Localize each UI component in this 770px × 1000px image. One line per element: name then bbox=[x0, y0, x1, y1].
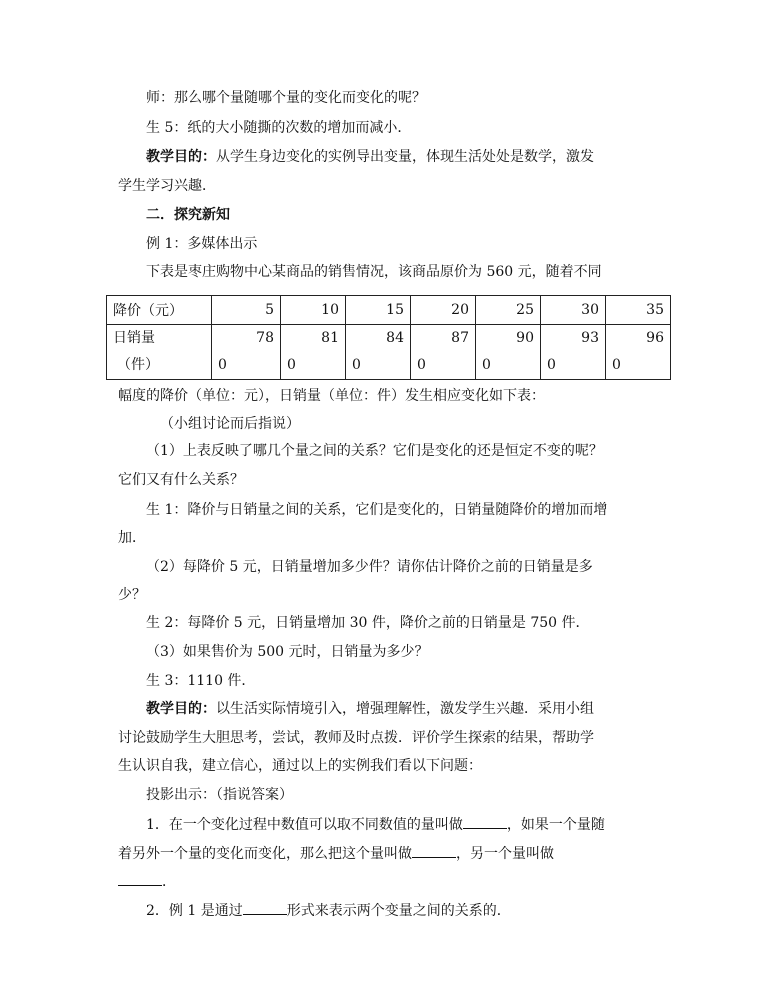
text-span: 着另外一个量的变化而变化，那么把这个量叫做 bbox=[118, 846, 412, 862]
cell-line: 81 bbox=[321, 330, 339, 346]
table-cell: 降价（元） bbox=[107, 296, 212, 325]
text-line bbox=[118, 843, 554, 864]
table-cell bbox=[107, 325, 212, 380]
text-line: 生 3：1110 件． bbox=[146, 673, 256, 689]
text-line: 少？ bbox=[118, 587, 146, 603]
text-line: 讨论鼓励学生大胆思考，尝试，教师及时点拨．评价学生探索的结果，帮助学 bbox=[118, 730, 594, 746]
text-line: 加． bbox=[118, 530, 146, 546]
text-line: 生 2：每降价 5 元，日销量增加 30 件，降价之前的日销量是 750 件． bbox=[146, 615, 590, 631]
table-cell: 5 bbox=[212, 296, 281, 325]
table-cell bbox=[541, 325, 606, 380]
sales-table bbox=[106, 295, 671, 380]
text-span: 形式来表示两个变量之间的关系的． bbox=[286, 903, 511, 919]
text-line: 幅度的降价（单位：元），日销量（单位：件）发生相应变化如下表： bbox=[118, 388, 545, 404]
text-line: 例 1：多媒体出示 bbox=[146, 236, 258, 252]
cell-line: 0 bbox=[547, 357, 556, 373]
cell-line: 0 bbox=[218, 357, 227, 373]
table-cell: 15 bbox=[346, 296, 411, 325]
table-cell: 30 bbox=[541, 296, 606, 325]
table-cell bbox=[281, 325, 346, 380]
cell-line: 0 bbox=[352, 357, 361, 373]
cell-line: 90 bbox=[516, 330, 534, 346]
text-span: 以生活实际情境引入，增强理解性，激发学生兴趣．采用小组 bbox=[216, 701, 594, 717]
cell-line: 78 bbox=[256, 330, 274, 346]
text-line: 师：那么哪个量随哪个量的变化而变化的呢？ bbox=[146, 90, 426, 106]
text-line: 下表是枣庄购物中心某商品的销售情况，该商品原价为 560 元，随着不同 bbox=[146, 264, 602, 280]
table-cell bbox=[346, 325, 411, 380]
text-line: （2）每降价 5 元，日销量增加多少件？请你估计降价之前的日销量是多 bbox=[146, 559, 593, 575]
text-span: 2．例 1 是通过 bbox=[146, 903, 243, 919]
cell-line: 0 bbox=[417, 357, 426, 373]
table-cell: 35 bbox=[606, 296, 671, 325]
text-line: 生 5：纸的大小随撕的次数的增加而减小． bbox=[146, 120, 412, 136]
text-line bbox=[118, 871, 176, 892]
text-span: 1．在一个变化过程中数值可以取不同数值的量叫做 bbox=[146, 817, 463, 833]
text-span: 从学生身边变化的实例导出变量，体现生活处处是数学，激发 bbox=[216, 149, 594, 165]
fill-blank bbox=[243, 900, 287, 915]
text-line: 生 1：降价与日销量之间的关系，它们是变化的，日销量随降价的增加而增 bbox=[146, 502, 608, 518]
table-cell bbox=[411, 325, 476, 380]
text-line bbox=[146, 147, 594, 167]
bold-label: 教学目的： bbox=[146, 149, 216, 165]
cell-line: 87 bbox=[451, 330, 469, 346]
fill-blank bbox=[412, 843, 456, 858]
cell-line: 0 bbox=[287, 357, 296, 373]
cell-line: 0 bbox=[482, 357, 491, 373]
table-cell bbox=[476, 325, 541, 380]
section-heading: 二．探究新知 bbox=[146, 207, 230, 223]
text-line: （3）如果售价为 500 元时，日销量为多少？ bbox=[146, 644, 429, 660]
fill-blank bbox=[463, 814, 507, 829]
table-cell: 25 bbox=[476, 296, 541, 325]
cell-line: 84 bbox=[386, 330, 404, 346]
cell-line: 93 bbox=[581, 330, 599, 346]
text-line: 生认识自我，建立信心，通过以上的实例我们看以下问题： bbox=[118, 758, 482, 774]
text-line bbox=[146, 900, 511, 921]
text-line: 它们又有什么关系？ bbox=[118, 472, 244, 488]
text-line bbox=[146, 814, 605, 835]
text-line: 学生学习兴趣． bbox=[118, 178, 216, 194]
table-cell bbox=[212, 325, 281, 380]
cell-line: 日销量 bbox=[113, 330, 155, 346]
text-line bbox=[146, 699, 594, 719]
fill-blank bbox=[118, 871, 162, 886]
table-cell bbox=[606, 325, 671, 380]
text-line: （小组讨论而后指说） bbox=[160, 416, 300, 432]
text-line: （1）上表反映了哪几个量之间的关系？它们是变化的还是恒定不变的呢？ bbox=[146, 443, 603, 459]
table-row bbox=[107, 325, 671, 380]
cell-line: 0 bbox=[612, 357, 621, 373]
bold-label: 教学目的： bbox=[146, 701, 216, 717]
table-cell: 20 bbox=[411, 296, 476, 325]
text-line: 投影出示：（指说答案） bbox=[146, 787, 293, 803]
cell-line: （件） bbox=[117, 357, 159, 373]
text-span: ，另一个量叫做 bbox=[456, 846, 554, 862]
text-span: ，如果一个量随 bbox=[506, 817, 605, 833]
cell-line: 96 bbox=[646, 330, 664, 346]
text-span: ． bbox=[162, 874, 176, 890]
table-row bbox=[107, 296, 671, 325]
table-cell: 10 bbox=[281, 296, 346, 325]
